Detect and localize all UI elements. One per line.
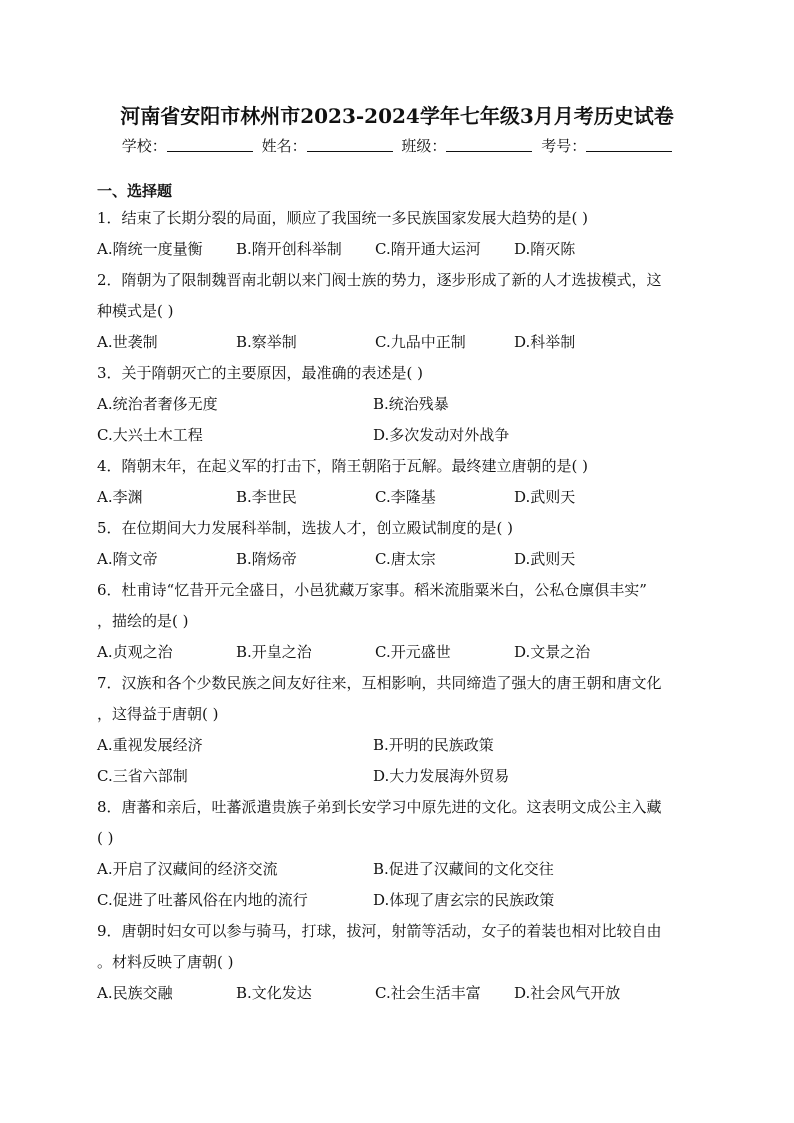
section-title: 一、选择题 xyxy=(97,182,173,200)
option-b: B.开皇之治 xyxy=(236,643,312,661)
number-label: 考号： xyxy=(541,137,587,155)
question-stem-continued: ( ) xyxy=(97,829,114,847)
option-a: A.开启了汉藏间的经济交流 xyxy=(97,860,278,878)
question-stem: 5．在位期间大力发展科举制，选拔人才，创立殿试制度的是( ) xyxy=(97,519,514,537)
student-info-line xyxy=(0,135,794,156)
option-d: D.体现了唐玄宗的民族政策 xyxy=(373,891,555,909)
option-b: B.隋炀帝 xyxy=(236,550,297,568)
option-b: B.文化发达 xyxy=(236,984,312,1002)
option-list xyxy=(97,637,699,668)
option-c: C.大兴土木工程 xyxy=(97,426,203,444)
class-label: 班级： xyxy=(401,137,447,155)
option-b: B.隋开创科举制 xyxy=(236,240,342,258)
question-stem-continued: ，这得益于唐朝( ) xyxy=(97,705,219,723)
name-label: 姓名： xyxy=(261,137,307,155)
school-blank xyxy=(167,137,253,152)
class-field xyxy=(401,135,532,156)
option-d: D.文景之治 xyxy=(514,643,591,661)
question-6 xyxy=(97,575,699,668)
question-stem: 7．汉族和各个少数民族之间友好往来，互相影响，共同缔造了强大的唐王朝和唐文化 xyxy=(97,674,662,692)
question-9 xyxy=(97,916,699,1009)
option-a: A.世袭制 xyxy=(97,333,158,351)
question-stem-continued: 种模式是( ) xyxy=(97,302,174,320)
question-4 xyxy=(97,451,699,513)
option-a: A.隋文帝 xyxy=(97,550,158,568)
option-list xyxy=(97,730,699,792)
name-blank xyxy=(307,137,393,152)
option-list xyxy=(97,389,699,451)
option-c: C.隋开通大运河 xyxy=(375,240,481,258)
option-b: B.察举制 xyxy=(236,333,297,351)
question-stem: 2．隋朝为了限制魏晋南北朝以来门阀士族的势力，逐步形成了新的人才选拔模式，这 xyxy=(97,271,662,289)
question-stem-continued: 。材料反映了唐朝( ) xyxy=(97,953,234,971)
option-d: D.武则天 xyxy=(514,488,576,506)
option-list xyxy=(97,327,699,358)
option-list xyxy=(97,978,699,1009)
option-c: C.开元盛世 xyxy=(375,643,451,661)
question-list xyxy=(97,203,699,1009)
school-field xyxy=(122,135,253,156)
option-a: A.隋统一度量衡 xyxy=(97,240,203,258)
option-c: C.九品中正制 xyxy=(375,333,466,351)
question-1 xyxy=(97,203,699,265)
option-d: D.社会风气开放 xyxy=(514,984,621,1002)
page-title: 河南省安阳市林州市2023-2024学年七年级3月月考历史试卷 xyxy=(120,104,674,128)
option-list xyxy=(97,234,699,265)
question-stem-continued: ，描绘的是( ) xyxy=(97,612,189,630)
option-b: B.开明的民族政策 xyxy=(373,736,494,754)
option-c: C.李隆基 xyxy=(375,488,436,506)
number-blank xyxy=(586,137,672,152)
class-blank xyxy=(446,137,532,152)
option-d: D.科举制 xyxy=(514,333,576,351)
question-2 xyxy=(97,265,699,358)
question-stem: 6．杜甫诗“忆昔开元全盛日，小邑犹藏万家事。稻米流脂粟米白，公私仓廪俱丰实” xyxy=(97,581,647,599)
option-a: A.民族交融 xyxy=(97,984,173,1002)
question-stem: 4．隋朝末年，在起义军的打击下，隋王朝陷于瓦解。最终建立唐朝的是( ) xyxy=(97,457,589,475)
number-field xyxy=(541,135,672,156)
option-d: D.大力发展海外贸易 xyxy=(373,767,510,785)
question-8 xyxy=(97,792,699,916)
option-list xyxy=(97,544,699,575)
option-a: A.贞观之治 xyxy=(97,643,173,661)
option-d: D.武则天 xyxy=(514,550,576,568)
option-a: A.统治者奢侈无度 xyxy=(97,395,218,413)
option-c: C.促进了吐蕃风俗在内地的流行 xyxy=(97,891,308,909)
option-c: C.三省六部制 xyxy=(97,767,188,785)
option-a: A.重视发展经济 xyxy=(97,736,203,754)
question-stem: 3．关于隋朝灭亡的主要原因，最准确的表述是( ) xyxy=(97,364,424,382)
option-list xyxy=(97,854,699,916)
question-5 xyxy=(97,513,699,575)
option-b: B.李世民 xyxy=(236,488,297,506)
option-b: B.促进了汉藏间的文化交往 xyxy=(373,860,554,878)
option-c: C.唐太宗 xyxy=(375,550,436,568)
option-a: A.李渊 xyxy=(97,488,143,506)
question-stem: 1．结束了长期分裂的局面，顺应了我国统一多民族国家发展大趋势的是( ) xyxy=(97,209,589,227)
question-stem: 9．唐朝时妇女可以参与骑马，打球，拔河，射箭等活动，女子的着装也相对比较自由 xyxy=(97,922,662,940)
question-stem: 8．唐蕃和亲后，吐蕃派遣贵族子弟到长安学习中原先进的文化。这表明文成公主入藏 xyxy=(97,798,662,816)
option-c: C.社会生活丰富 xyxy=(375,984,481,1002)
school-label: 学校： xyxy=(121,137,167,155)
option-d: D.隋灭陈 xyxy=(514,240,576,258)
name-field xyxy=(262,135,393,156)
option-b: B.统治残暴 xyxy=(373,395,449,413)
question-7 xyxy=(97,668,699,792)
question-3 xyxy=(97,358,699,451)
option-list xyxy=(97,482,699,513)
option-d: D.多次发动对外战争 xyxy=(373,426,510,444)
